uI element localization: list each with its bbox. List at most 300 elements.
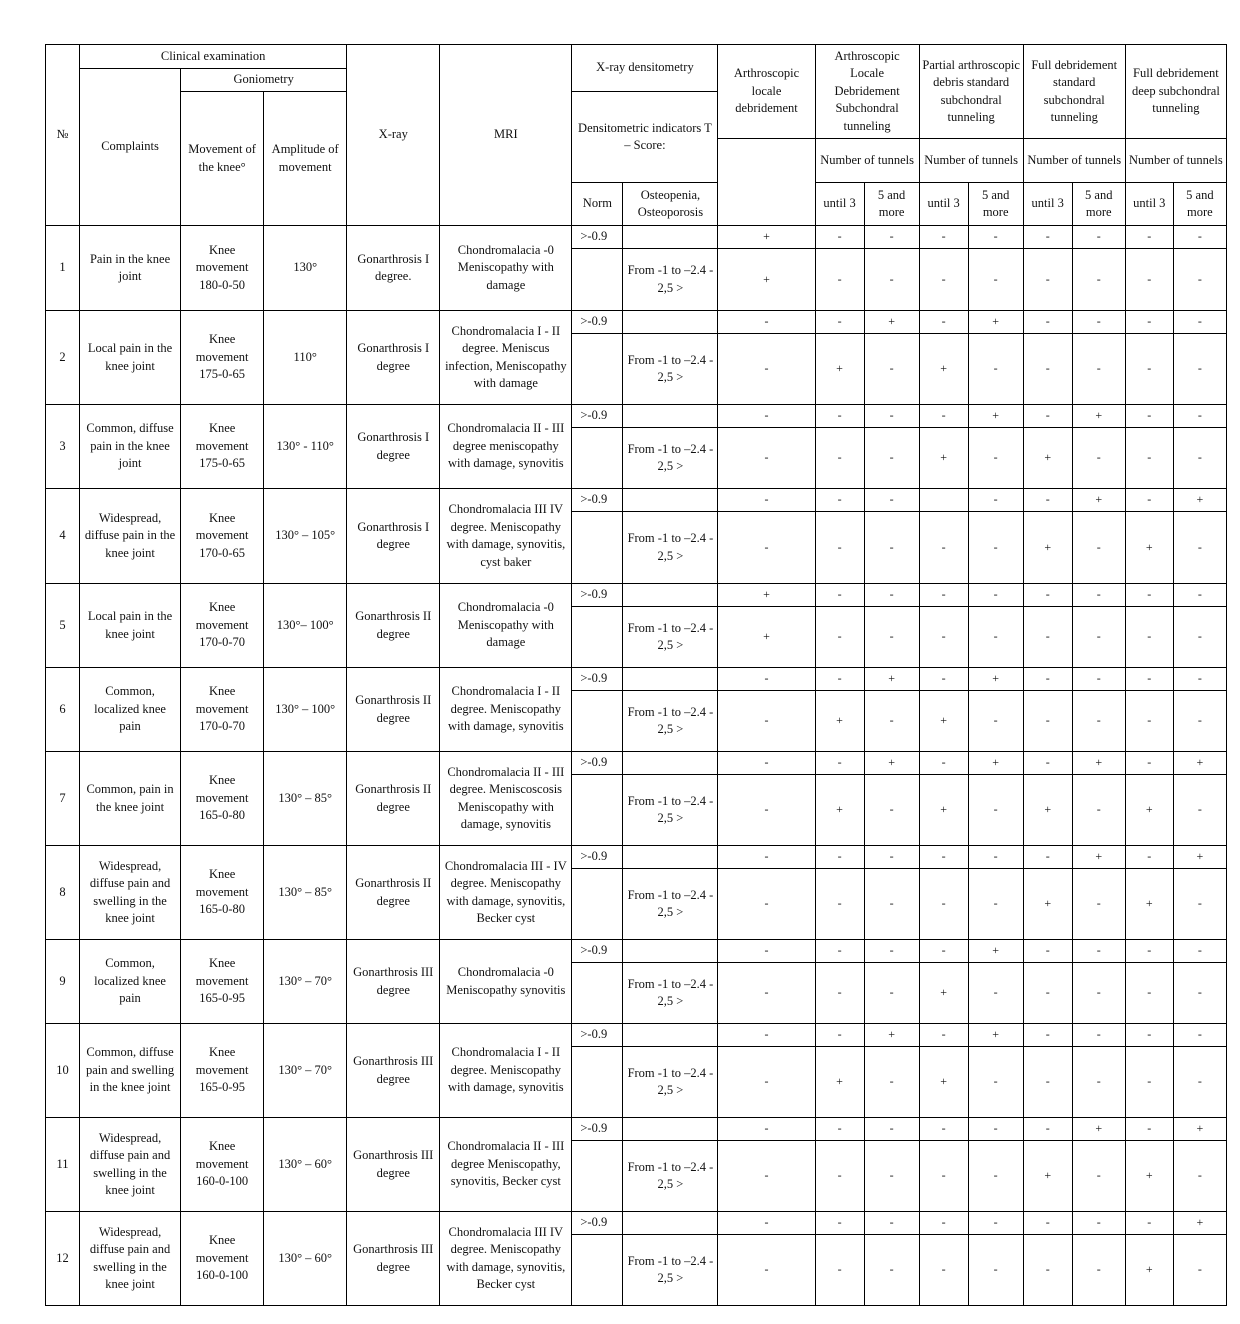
row-number: 6 bbox=[46, 668, 80, 752]
marker-cell: - bbox=[1023, 940, 1072, 963]
marker-cell: - bbox=[1023, 311, 1072, 334]
osteo-empty-cell bbox=[623, 940, 718, 963]
marker-cell: - bbox=[1023, 752, 1072, 775]
osteo-cell: From -1 to –2.4 - 2,5 > bbox=[623, 869, 718, 940]
marker-cell: - bbox=[1023, 584, 1072, 607]
marker-cell: - bbox=[1125, 249, 1173, 311]
movement-cell: Knee movement 165-0-95 bbox=[181, 1024, 264, 1118]
osteo-empty-cell bbox=[623, 752, 718, 775]
movement-cell: Knee movement 160-0-100 bbox=[181, 1212, 264, 1306]
marker-cell: - bbox=[864, 607, 919, 668]
table-body bbox=[46, 226, 1227, 1306]
amplitude-cell: 110° bbox=[264, 311, 347, 405]
amplitude-cell: 130°– 100° bbox=[264, 584, 347, 668]
osteo-cell: From -1 to –2.4 - 2,5 > bbox=[623, 249, 718, 311]
marker-cell: + bbox=[919, 1047, 968, 1118]
row-number: 8 bbox=[46, 846, 80, 940]
norm-empty-cell bbox=[572, 512, 623, 584]
mri-cell: Chondromalacia III - IV degree. Meniscopathy with damage, synovitis, Becker cyst bbox=[440, 846, 572, 940]
table-row bbox=[46, 752, 1227, 775]
marker-cell: - bbox=[968, 1118, 1023, 1141]
marker-cell: - bbox=[1072, 775, 1125, 846]
marker-cell: - bbox=[1072, 963, 1125, 1024]
results-table bbox=[45, 44, 1227, 1306]
osteo-cell: From -1 to –2.4 - 2,5 > bbox=[623, 334, 718, 405]
mri-cell: Chondromalacia II - III degree. Meniscoscosis Meniscopathy with damage, synovitis bbox=[440, 752, 572, 846]
norm-cell: >-0.9 bbox=[572, 940, 623, 963]
col-header-until3: until 3 bbox=[1023, 183, 1072, 226]
col-header-osteo: Osteopenia, Osteoporosis bbox=[623, 183, 718, 226]
norm-empty-cell bbox=[572, 607, 623, 668]
marker-cell: - bbox=[919, 1024, 968, 1047]
marker-cell: - bbox=[1023, 226, 1072, 249]
norm-cell: >-0.9 bbox=[572, 311, 623, 334]
mri-cell: Chondromalacia -0 Meniscopathy with damage bbox=[440, 226, 572, 311]
osteo-empty-cell bbox=[623, 226, 718, 249]
row-number: 1 bbox=[46, 226, 80, 311]
amplitude-cell: 130° – 85° bbox=[264, 752, 347, 846]
xray-cell: Gonarthrosis III degree bbox=[347, 940, 440, 1024]
table-row bbox=[46, 311, 1227, 334]
mri-cell: Chondromalacia III IV degree. Meniscopathy with damage, synovitis, cyst baker bbox=[440, 489, 572, 584]
marker-cell: + bbox=[968, 668, 1023, 691]
marker-cell: - bbox=[815, 668, 864, 691]
marker-cell: - bbox=[1173, 512, 1226, 584]
marker-cell: - bbox=[1072, 1141, 1125, 1212]
xray-cell: Gonarthrosis II degree bbox=[347, 752, 440, 846]
marker-cell: - bbox=[1023, 1212, 1072, 1235]
marker-cell: - bbox=[1072, 940, 1125, 963]
row-number: 3 bbox=[46, 405, 80, 489]
movement-cell: Knee movement 165-0-80 bbox=[181, 752, 264, 846]
marker-cell: - bbox=[815, 405, 864, 428]
marker-cell: + bbox=[718, 607, 815, 668]
marker-cell: + bbox=[1072, 1118, 1125, 1141]
marker-cell: - bbox=[815, 428, 864, 489]
marker-cell: - bbox=[968, 428, 1023, 489]
osteo-empty-cell bbox=[623, 489, 718, 512]
norm-empty-cell bbox=[572, 869, 623, 940]
marker-cell: - bbox=[1173, 405, 1226, 428]
marker-cell: + bbox=[968, 405, 1023, 428]
osteo-cell: From -1 to –2.4 - 2,5 > bbox=[623, 963, 718, 1024]
movement-cell: Knee movement 165-0-95 bbox=[181, 940, 264, 1024]
norm-empty-cell bbox=[572, 1235, 623, 1306]
marker-cell: - bbox=[919, 226, 968, 249]
movement-cell: Knee movement 175-0-65 bbox=[181, 311, 264, 405]
marker-cell: + bbox=[864, 311, 919, 334]
amplitude-cell: 130° – 60° bbox=[264, 1118, 347, 1212]
mri-cell: Chondromalacia III IV degree. Meniscopathy with damage, synovitis, Becker cyst bbox=[440, 1212, 572, 1306]
marker-cell: - bbox=[968, 1047, 1023, 1118]
norm-empty-cell bbox=[572, 249, 623, 311]
marker-cell: - bbox=[718, 489, 815, 512]
marker-cell: - bbox=[864, 1118, 919, 1141]
xray-cell: Gonarthrosis I degree bbox=[347, 405, 440, 489]
marker-cell: - bbox=[1072, 668, 1125, 691]
marker-cell: - bbox=[1173, 1047, 1226, 1118]
marker-cell: - bbox=[815, 607, 864, 668]
table-row bbox=[46, 940, 1227, 963]
marker-cell: - bbox=[919, 940, 968, 963]
marker-cell: - bbox=[968, 334, 1023, 405]
marker-cell: - bbox=[1125, 1047, 1173, 1118]
complaint-cell: Widespread, diffuse pain and swelling in the knee joint bbox=[80, 1118, 181, 1212]
complaint-cell: Pain in the knee joint bbox=[80, 226, 181, 311]
osteo-cell: From -1 to –2.4 - 2,5 > bbox=[623, 512, 718, 584]
table-row bbox=[46, 1118, 1227, 1141]
marker-cell: - bbox=[968, 512, 1023, 584]
osteo-empty-cell bbox=[623, 584, 718, 607]
marker-cell: + bbox=[919, 775, 968, 846]
amplitude-cell: 130° – 85° bbox=[264, 846, 347, 940]
marker-cell: + bbox=[1173, 846, 1226, 869]
marker-cell: - bbox=[1173, 584, 1226, 607]
marker-cell: - bbox=[1023, 1047, 1072, 1118]
marker-cell: - bbox=[1173, 428, 1226, 489]
marker-cell: + bbox=[1072, 752, 1125, 775]
table-row bbox=[46, 668, 1227, 691]
marker-cell: + bbox=[718, 226, 815, 249]
complaint-cell: Local pain in the knee joint bbox=[80, 311, 181, 405]
xray-cell: Gonarthrosis II degree bbox=[347, 846, 440, 940]
marker-cell: + bbox=[718, 249, 815, 311]
norm-empty-cell bbox=[572, 691, 623, 752]
marker-cell: - bbox=[1125, 940, 1173, 963]
marker-cell: - bbox=[1023, 963, 1072, 1024]
marker-cell: - bbox=[718, 1024, 815, 1047]
marker-cell: - bbox=[864, 405, 919, 428]
marker-cell: - bbox=[1072, 1212, 1125, 1235]
marker-cell: - bbox=[864, 775, 919, 846]
marker-cell: - bbox=[919, 405, 968, 428]
marker-cell: - bbox=[968, 226, 1023, 249]
marker-cell: - bbox=[1072, 1024, 1125, 1047]
col-header-treatment-3: Partial arthroscopic debris standard subchondral tunneling bbox=[919, 45, 1023, 139]
marker-cell: - bbox=[718, 775, 815, 846]
marker-cell: - bbox=[968, 607, 1023, 668]
col-header-xray: X-ray bbox=[347, 45, 440, 226]
marker-cell: - bbox=[919, 668, 968, 691]
marker-cell: - bbox=[1125, 428, 1173, 489]
xray-cell: Gonarthrosis I degree. bbox=[347, 226, 440, 311]
osteo-cell: From -1 to –2.4 - 2,5 > bbox=[623, 775, 718, 846]
col-header-movement: Movement of the knee° bbox=[181, 92, 264, 226]
marker-cell: - bbox=[1173, 1235, 1226, 1306]
marker-cell: - bbox=[1072, 512, 1125, 584]
marker-cell: + bbox=[1023, 512, 1072, 584]
table-row bbox=[46, 489, 1227, 512]
marker-cell: + bbox=[1173, 1212, 1226, 1235]
col-header-norm: Norm bbox=[572, 183, 623, 226]
marker-cell: - bbox=[864, 869, 919, 940]
osteo-empty-cell bbox=[623, 1212, 718, 1235]
col-header-clinical: Clinical examination bbox=[80, 45, 347, 69]
row-number: 11 bbox=[46, 1118, 80, 1212]
col-header-tunnels-2: Number of tunnels bbox=[815, 139, 919, 183]
marker-cell: - bbox=[1072, 226, 1125, 249]
marker-cell: - bbox=[718, 1141, 815, 1212]
marker-cell: - bbox=[815, 752, 864, 775]
table-row bbox=[46, 405, 1227, 428]
marker-cell: + bbox=[919, 428, 968, 489]
norm-empty-cell bbox=[572, 334, 623, 405]
mri-cell: Chondromalacia -0 Meniscopathy synovitis bbox=[440, 940, 572, 1024]
marker-cell: - bbox=[815, 311, 864, 334]
marker-cell: - bbox=[968, 249, 1023, 311]
amplitude-cell: 130° – 70° bbox=[264, 940, 347, 1024]
complaint-cell: Widespread, diffuse pain in the knee joint bbox=[80, 489, 181, 584]
mri-cell: Chondromalacia I - II degree. Meniscus infection, Meniscopathy with damage bbox=[440, 311, 572, 405]
amplitude-cell: 130° – 100° bbox=[264, 668, 347, 752]
osteo-cell: From -1 to –2.4 - 2,5 > bbox=[623, 691, 718, 752]
norm-empty-cell bbox=[572, 1141, 623, 1212]
marker-cell: - bbox=[718, 691, 815, 752]
norm-cell: >-0.9 bbox=[572, 752, 623, 775]
marker-cell: - bbox=[1023, 1024, 1072, 1047]
norm-cell: >-0.9 bbox=[572, 584, 623, 607]
col-header-until3: until 3 bbox=[815, 183, 864, 226]
marker-cell: - bbox=[968, 584, 1023, 607]
marker-cell: - bbox=[864, 249, 919, 311]
marker-cell: + bbox=[815, 1047, 864, 1118]
marker-cell: + bbox=[968, 752, 1023, 775]
xray-cell: Gonarthrosis III degree bbox=[347, 1024, 440, 1118]
marker-cell: - bbox=[718, 1047, 815, 1118]
marker-cell: + bbox=[968, 1024, 1023, 1047]
norm-cell: >-0.9 bbox=[572, 1024, 623, 1047]
marker-cell: - bbox=[1173, 1024, 1226, 1047]
xray-cell: Gonarthrosis III degree bbox=[347, 1212, 440, 1306]
osteo-cell: From -1 to –2.4 - 2,5 > bbox=[623, 1235, 718, 1306]
marker-cell: + bbox=[968, 311, 1023, 334]
mri-cell: Chondromalacia I - II degree. Meniscopathy with damage, synovitis bbox=[440, 1024, 572, 1118]
amplitude-cell: 130° – 70° bbox=[264, 1024, 347, 1118]
marker-cell: - bbox=[1072, 691, 1125, 752]
marker-cell: - bbox=[968, 775, 1023, 846]
marker-cell: - bbox=[1072, 584, 1125, 607]
marker-cell: + bbox=[1125, 775, 1173, 846]
marker-cell: - bbox=[815, 1212, 864, 1235]
marker-cell: + bbox=[1023, 1141, 1072, 1212]
osteo-cell: From -1 to –2.4 - 2,5 > bbox=[623, 1047, 718, 1118]
norm-cell: >-0.9 bbox=[572, 226, 623, 249]
movement-cell: Knee movement 170-0-70 bbox=[181, 584, 264, 668]
movement-cell: Knee movement 180-0-50 bbox=[181, 226, 264, 311]
marker-cell: - bbox=[864, 584, 919, 607]
amplitude-cell: 130° – 105° bbox=[264, 489, 347, 584]
marker-cell: - bbox=[919, 1212, 968, 1235]
norm-empty-cell bbox=[572, 775, 623, 846]
marker-cell: - bbox=[864, 1212, 919, 1235]
marker-cell: - bbox=[718, 334, 815, 405]
marker-cell: - bbox=[1125, 405, 1173, 428]
marker-cell: - bbox=[864, 489, 919, 512]
marker-cell: - bbox=[1173, 1141, 1226, 1212]
mri-cell: Chondromalacia -0 Meniscopathy with damage bbox=[440, 584, 572, 668]
complaint-cell: Common, diffuse pain and swelling in the knee joint bbox=[80, 1024, 181, 1118]
marker-cell: - bbox=[919, 1235, 968, 1306]
marker-cell: - bbox=[1173, 607, 1226, 668]
marker-cell: - bbox=[815, 1024, 864, 1047]
marker-cell: - bbox=[1125, 691, 1173, 752]
marker-cell: - bbox=[1173, 668, 1226, 691]
osteo-empty-cell bbox=[623, 1118, 718, 1141]
marker-cell: - bbox=[718, 405, 815, 428]
marker-cell: - bbox=[864, 963, 919, 1024]
table-row bbox=[46, 584, 1227, 607]
marker-cell: - bbox=[815, 1141, 864, 1212]
marker-cell: - bbox=[815, 512, 864, 584]
marker-cell: - bbox=[968, 489, 1023, 512]
marker-cell: - bbox=[919, 512, 968, 584]
col-header-5more: 5 and more bbox=[864, 183, 919, 226]
marker-cell: - bbox=[1072, 869, 1125, 940]
marker-cell: + bbox=[1072, 489, 1125, 512]
marker-cell: - bbox=[718, 1118, 815, 1141]
marker-cell: + bbox=[1023, 428, 1072, 489]
marker-cell: - bbox=[1173, 311, 1226, 334]
marker-cell: - bbox=[864, 428, 919, 489]
marker-cell: - bbox=[864, 334, 919, 405]
marker-cell: + bbox=[919, 334, 968, 405]
marker-cell: - bbox=[919, 846, 968, 869]
marker-cell: - bbox=[1125, 311, 1173, 334]
marker-cell: - bbox=[968, 1235, 1023, 1306]
col-header-complaints: Complaints bbox=[80, 69, 181, 226]
marker-cell: - bbox=[1173, 691, 1226, 752]
norm-cell: >-0.9 bbox=[572, 1118, 623, 1141]
marker-cell: - bbox=[1023, 489, 1072, 512]
osteo-empty-cell bbox=[623, 405, 718, 428]
marker-cell: - bbox=[1125, 963, 1173, 1024]
marker-cell: - bbox=[1125, 607, 1173, 668]
marker-cell: - bbox=[1072, 607, 1125, 668]
mri-cell: Chondromalacia I - II degree. Meniscopathy with damage, synovitis bbox=[440, 668, 572, 752]
marker-cell: - bbox=[1023, 668, 1072, 691]
marker-cell: - bbox=[864, 1141, 919, 1212]
marker-cell: - bbox=[815, 846, 864, 869]
marker-cell: + bbox=[1125, 1235, 1173, 1306]
marker-cell: - bbox=[1173, 775, 1226, 846]
col-header-until3: until 3 bbox=[919, 183, 968, 226]
col-header-tunnels-5: Number of tunnels bbox=[1125, 139, 1226, 183]
marker-cell: - bbox=[1125, 334, 1173, 405]
marker-cell: - bbox=[815, 963, 864, 1024]
marker-cell: - bbox=[919, 869, 968, 940]
marker-cell: + bbox=[718, 584, 815, 607]
marker-cell: - bbox=[919, 249, 968, 311]
marker-cell: - bbox=[864, 1235, 919, 1306]
marker-cell: - bbox=[1125, 846, 1173, 869]
amplitude-cell: 130° - 110° bbox=[264, 405, 347, 489]
marker-cell: - bbox=[815, 869, 864, 940]
col-header-5more: 5 and more bbox=[1173, 183, 1226, 226]
marker-cell: - bbox=[815, 226, 864, 249]
marker-cell: - bbox=[718, 752, 815, 775]
marker-cell: + bbox=[815, 691, 864, 752]
row-number: 5 bbox=[46, 584, 80, 668]
osteo-empty-cell bbox=[623, 1024, 718, 1047]
row-number: 2 bbox=[46, 311, 80, 405]
marker-cell: + bbox=[1023, 775, 1072, 846]
marker-cell: - bbox=[718, 1235, 815, 1306]
mri-cell: Chondromalacia II - III degree Meniscopathy, synovitis, Becker cyst bbox=[440, 1118, 572, 1212]
marker-cell: - bbox=[718, 846, 815, 869]
norm-cell: >-0.9 bbox=[572, 405, 623, 428]
marker-cell: - bbox=[718, 428, 815, 489]
marker-cell: - bbox=[864, 1047, 919, 1118]
col-header-number: № bbox=[46, 45, 80, 226]
marker-cell: + bbox=[815, 334, 864, 405]
marker-cell: - bbox=[968, 963, 1023, 1024]
marker-cell: - bbox=[1173, 249, 1226, 311]
marker-cell bbox=[919, 489, 968, 512]
marker-cell: - bbox=[968, 846, 1023, 869]
col-header-treatment-5: Full debridement deep subchondral tunneling bbox=[1125, 45, 1226, 139]
marker-cell: - bbox=[968, 691, 1023, 752]
marker-cell: - bbox=[815, 1235, 864, 1306]
marker-cell: - bbox=[1023, 249, 1072, 311]
marker-cell: - bbox=[1125, 1118, 1173, 1141]
marker-cell: - bbox=[1072, 1047, 1125, 1118]
mri-cell: Chondromalacia II - III degree meniscopathy with damage, synovitis bbox=[440, 405, 572, 489]
xray-cell: Gonarthrosis I degree bbox=[347, 311, 440, 405]
osteo-cell: From -1 to –2.4 - 2,5 > bbox=[623, 428, 718, 489]
col-header-goniometry: Goniometry bbox=[181, 69, 347, 92]
row-number: 12 bbox=[46, 1212, 80, 1306]
row-number: 9 bbox=[46, 940, 80, 1024]
table-row bbox=[46, 1212, 1227, 1235]
row-number: 4 bbox=[46, 489, 80, 584]
movement-cell: Knee movement 160-0-100 bbox=[181, 1118, 264, 1212]
marker-cell: + bbox=[1072, 405, 1125, 428]
marker-cell: - bbox=[919, 752, 968, 775]
marker-cell: - bbox=[718, 1212, 815, 1235]
marker-cell: - bbox=[718, 869, 815, 940]
col-header-mri: MRI bbox=[440, 45, 572, 226]
marker-cell: - bbox=[1023, 846, 1072, 869]
norm-cell: >-0.9 bbox=[572, 489, 623, 512]
marker-cell: + bbox=[864, 752, 919, 775]
amplitude-cell: 130° bbox=[264, 226, 347, 311]
complaint-cell: Common, pain in the knee joint bbox=[80, 752, 181, 846]
marker-cell: - bbox=[718, 940, 815, 963]
marker-cell: - bbox=[718, 668, 815, 691]
marker-cell: - bbox=[718, 512, 815, 584]
marker-cell: + bbox=[864, 668, 919, 691]
col-header-until3: until 3 bbox=[1125, 183, 1173, 226]
marker-cell: + bbox=[1125, 512, 1173, 584]
amplitude-cell: 130° – 60° bbox=[264, 1212, 347, 1306]
xray-cell: Gonarthrosis III degree bbox=[347, 1118, 440, 1212]
table-row bbox=[46, 846, 1227, 869]
marker-cell: - bbox=[815, 489, 864, 512]
marker-cell: - bbox=[1072, 311, 1125, 334]
osteo-cell: From -1 to –2.4 - 2,5 > bbox=[623, 607, 718, 668]
marker-cell: + bbox=[919, 691, 968, 752]
marker-cell: - bbox=[1125, 489, 1173, 512]
col-header-treatment-2: Arthroscopic Locale Debridement Subchondral tunneling bbox=[815, 45, 919, 139]
marker-cell: - bbox=[1125, 1212, 1173, 1235]
norm-empty-cell bbox=[572, 963, 623, 1024]
movement-cell: Knee movement 175-0-65 bbox=[181, 405, 264, 489]
col-header-tunnels-3: Number of tunnels bbox=[919, 139, 1023, 183]
xray-cell: Gonarthrosis II degree bbox=[347, 584, 440, 668]
col-header-densitometry: X-ray densitometry bbox=[572, 45, 718, 92]
row-number: 10 bbox=[46, 1024, 80, 1118]
col-header-tunnels-4: Number of tunnels bbox=[1023, 139, 1125, 183]
